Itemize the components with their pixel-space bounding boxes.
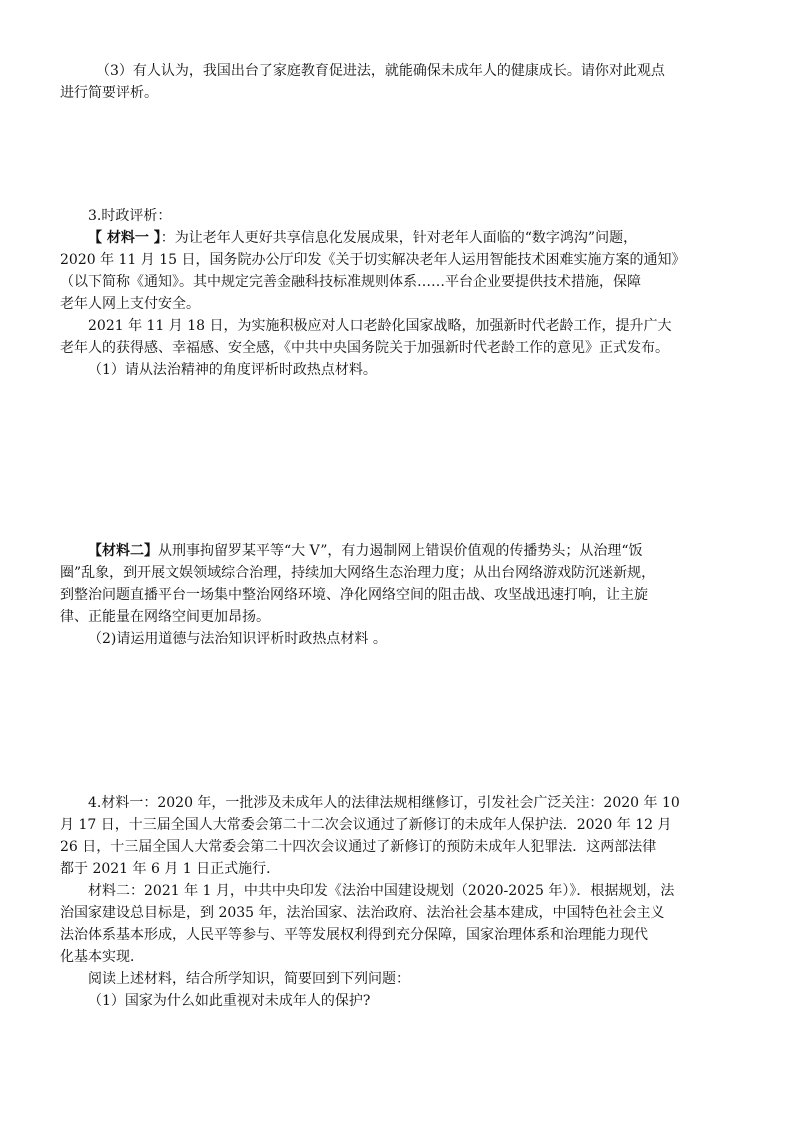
text-line: 化基本实现． (60, 949, 144, 965)
section-3-question-1 (60, 359, 740, 381)
text-line: 阅读上述材料，结合所学知识，简要回到下列问题： (88, 971, 410, 987)
text-line: 老年人的获得感、幸福感、安全感，《中共中央国务院关于加强新时代老龄工作的意见》正式发布。 (60, 340, 669, 356)
text-line: 2020 年 11 月 15 日，国务院办公厅印发《关于切实解决老年人运用智能技术困难实施方案的通知》 (60, 252, 686, 268)
text-line: 法治体系基本形成，人民平等参与、平等发展权利得到充分保障，国家治理体系和治理能力现代 (60, 927, 648, 943)
material-1-paragraph (60, 227, 740, 315)
text-line: 到整治问题直播平台一场集中整治网络环境、净化网络空间的阻击战、攻坚战迅速打响，让主旋 (60, 587, 648, 603)
material-2-paragraph (60, 540, 740, 628)
heading-text: 3.时政评析： (88, 208, 172, 224)
text-line (60, 540, 740, 562)
material-1-paragraph-2 (60, 315, 740, 359)
section-3-heading (60, 205, 740, 227)
text-line: （1）请从法治精神的角度评析时政热点材料。 (88, 362, 377, 378)
text-line: （3）有人认为，我国出台了家庭教育促进法，就能确保未成年人的健康成长。请你对此观点 (96, 63, 665, 79)
section-4-material-1 (60, 792, 740, 880)
text-line: 材料二：2021 年 1 月，中共中央印发《法治中国建设规划（2020-2025 年）》．根据规划，法 (88, 883, 675, 899)
section-4-material-2 (60, 880, 740, 968)
text-line: 月 17 日，十三届全国人大常委会第二十二次会议通过了新修订的未成年人保护法．2020 年 12 月 (60, 817, 672, 833)
text-line: 圈”乱象，到开展文娱领域综合治理，持续加大网络生态治理力度；从出台网络游戏防沉迷新规， (60, 565, 656, 581)
text-line: 2021 年 11 月 18 日，为实施积极应对人口老龄化国家战略，加强新时代老龄工作，提升广大 (88, 318, 672, 334)
text-line: 进行简要评析。 (60, 85, 158, 101)
material-label: 【材料二】 (88, 543, 158, 559)
text-line: （1）国家为什么如此重视对未成年人的保护? (88, 993, 371, 1009)
text-line (60, 227, 740, 249)
material-label: 【 材料一 】 (88, 230, 161, 246)
text-line: 都于 2021 年 6 月 1 日正式施行． (60, 861, 281, 877)
section-4-instruction (60, 968, 740, 1012)
text-line: 律、正能量在网络空间更加昂扬。 (60, 609, 270, 625)
text-line: 治国家建设总目标是，到 2035 年，法治国家、法治政府、法治社会基本建成，中国特色社会主义 (60, 905, 665, 921)
text-line: （以下简称《通知》。其中规定完善金融科技标准规则体系……平台企业要提供技术措施，保障 (60, 274, 641, 290)
text-span: 从刑事拘留罗某平等“大 V”，有力遏制网上错误价值观的传播势头；从治理“饭 (158, 543, 643, 559)
text-line: 26 日，十三届全国人大常委会第二十四次会议通过了新修订的预防未成年人犯罪法．这两部法律 (60, 839, 657, 855)
text-span: ：为让老年人更好共享信息化发展成果，针对老年人面临的“数字鸿沟”问题， (160, 230, 638, 246)
question-3-prompt (60, 60, 740, 104)
text-line: 4.材料一：2020 年，一批涉及未成年人的法律法规相继修订，引发社会广泛关注：2020 年 10 (88, 795, 680, 811)
text-line: （2)请运用道德与法治知识评析时政热点材料 。 (88, 631, 387, 647)
section-3-question-2 (60, 628, 740, 650)
text-line: 老年人网上支付安全。 (60, 296, 200, 312)
